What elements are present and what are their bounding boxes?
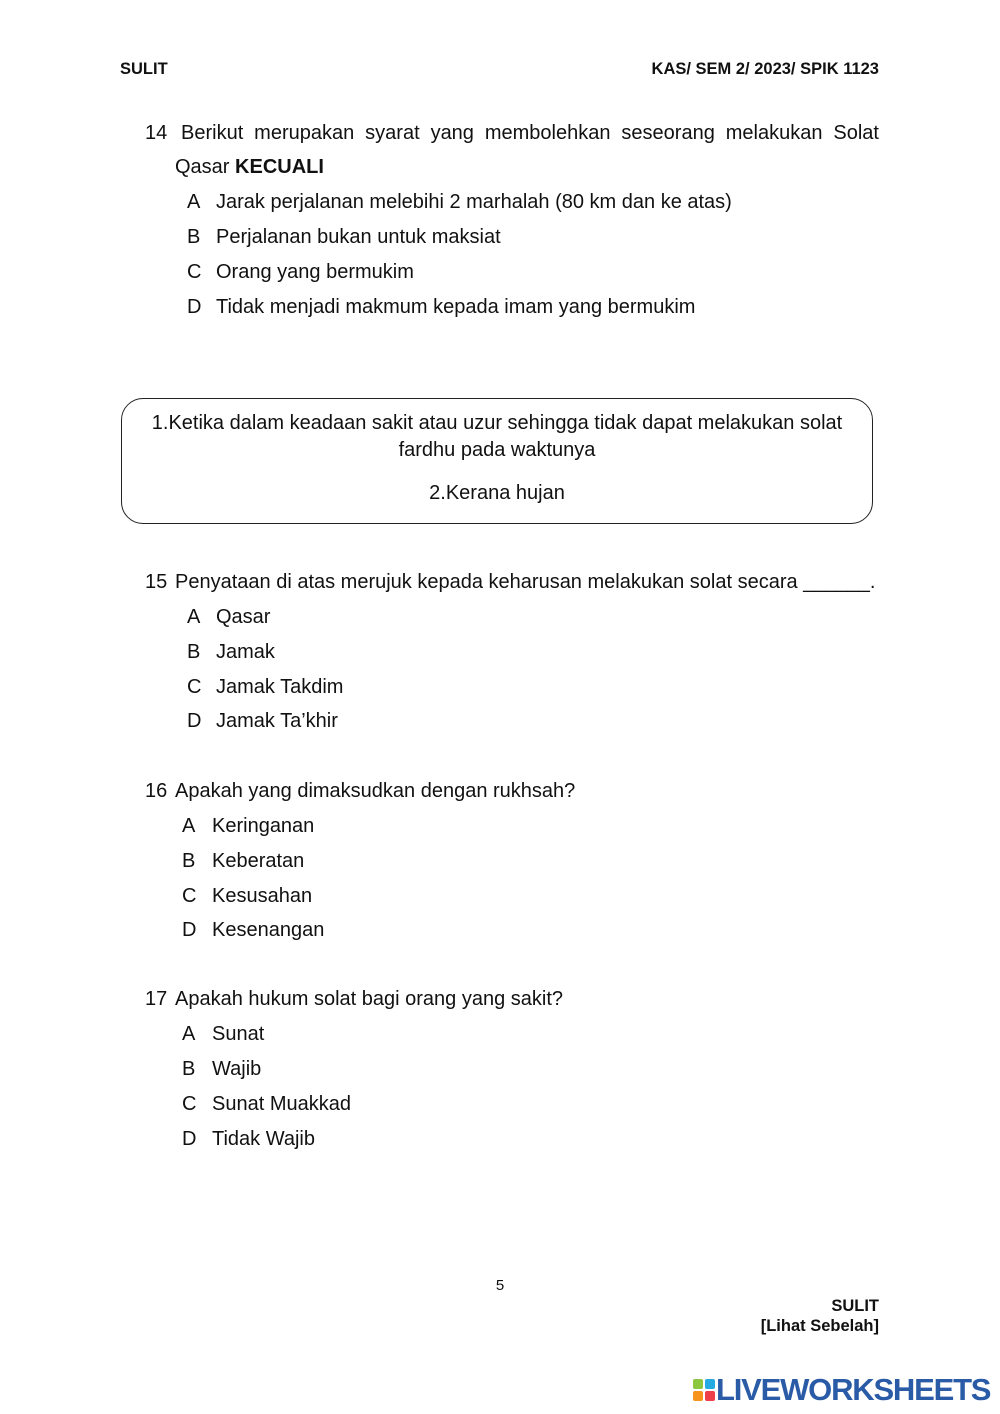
option-letter: D bbox=[187, 296, 202, 318]
logo-tile-4 bbox=[705, 1391, 715, 1401]
option-text: Jarak perjalanan melebihi 2 marhalah (80 km dan ke atas) bbox=[216, 191, 732, 213]
option-letter: B bbox=[187, 641, 201, 663]
q17-option-b bbox=[182, 1057, 261, 1081]
option-letter: C bbox=[187, 261, 202, 283]
q14-option-b bbox=[187, 225, 501, 249]
q16-option-a bbox=[182, 814, 314, 838]
option-text: Tidak Wajib bbox=[212, 1128, 315, 1150]
question-number: 16 bbox=[145, 780, 168, 802]
info-box-item-1-continued: fardhu pada waktunya bbox=[398, 439, 596, 461]
option-text: Sunat Muakkad bbox=[212, 1093, 351, 1115]
footer-next-page: [Lihat Sebelah] bbox=[760, 1317, 879, 1335]
option-letter: B bbox=[182, 1058, 196, 1080]
option-letter: B bbox=[187, 226, 201, 248]
option-letter: B bbox=[182, 850, 196, 872]
question-text-continued bbox=[175, 155, 324, 179]
q14-option-a bbox=[187, 190, 732, 214]
q15-option-c bbox=[187, 675, 343, 699]
question-text: Penyataan di atas merujuk kepada keharusan melakukan solat secara ______. bbox=[175, 571, 876, 593]
footer-classification: SULIT bbox=[831, 1297, 879, 1315]
q16-option-b bbox=[182, 849, 304, 873]
question-emphasis: KECUALI bbox=[235, 156, 324, 178]
option-letter: C bbox=[187, 676, 202, 698]
option-text: Jamak bbox=[216, 641, 275, 663]
q15-option-b bbox=[187, 640, 275, 664]
info-box-item-1: 1.Ketika dalam keadaan sakit atau uzur sehingga tidak dapat melakukan solat bbox=[151, 412, 843, 434]
option-text: Keberatan bbox=[212, 850, 305, 872]
logo-tile-2 bbox=[705, 1379, 715, 1389]
header-classification: SULIT bbox=[120, 60, 168, 78]
q16-option-c bbox=[182, 884, 312, 908]
option-text: Orang yang bermukim bbox=[216, 261, 414, 283]
q14-option-d bbox=[187, 295, 695, 319]
q14-option-c bbox=[187, 260, 414, 284]
page-number: 5 bbox=[495, 1277, 505, 1294]
info-box-item-2: 2.Kerana hujan bbox=[429, 482, 565, 504]
header-paper-code: KAS/ SEM 2/ 2023/ SPIK 1123 bbox=[651, 60, 879, 78]
question-number: 17 bbox=[145, 988, 168, 1010]
option-letter: D bbox=[187, 710, 202, 732]
question-text-part: Qasar bbox=[175, 156, 230, 178]
option-letter: A bbox=[187, 606, 201, 628]
logo-tile-1 bbox=[693, 1379, 703, 1389]
brand-wordmark[interactable]: LIVEWORKSHEETS bbox=[716, 1372, 991, 1407]
question-text: Apakah yang dimaksudkan dengan rukhsah? bbox=[175, 780, 576, 802]
option-text: Jamak Takdim bbox=[216, 676, 344, 698]
option-text: Qasar bbox=[216, 606, 271, 628]
logo-tile-3 bbox=[693, 1391, 703, 1401]
option-text: Keringanan bbox=[212, 815, 315, 837]
option-text: Kesusahan bbox=[212, 885, 313, 907]
q17-option-c bbox=[182, 1092, 351, 1116]
q17-option-d bbox=[182, 1127, 315, 1151]
q16-option-d bbox=[182, 918, 324, 942]
option-letter: A bbox=[182, 1023, 196, 1045]
q17-option-a bbox=[182, 1022, 264, 1046]
option-letter: C bbox=[182, 1093, 197, 1115]
option-text: Jamak Ta’khir bbox=[216, 710, 338, 732]
option-text: Wajib bbox=[212, 1058, 262, 1080]
question-text: Berikut merupakan syarat yang membolehkan seseorang melakukan Solat bbox=[181, 122, 879, 144]
q15-option-d bbox=[187, 709, 338, 733]
option-text: Kesenangan bbox=[212, 919, 325, 941]
q15-option-a bbox=[187, 605, 270, 629]
option-letter: A bbox=[182, 815, 196, 837]
option-text: Tidak menjadi makmum kepada imam yang bermukim bbox=[216, 296, 696, 318]
option-letter: D bbox=[182, 1128, 197, 1150]
option-text: Sunat bbox=[212, 1023, 265, 1045]
option-text: Perjalanan bukan untuk maksiat bbox=[216, 226, 501, 248]
question-text: Apakah hukum solat bagi orang yang sakit? bbox=[175, 988, 564, 1010]
option-letter: A bbox=[187, 191, 201, 213]
question-number: 15 bbox=[145, 571, 168, 593]
option-letter: C bbox=[182, 885, 197, 907]
liveworksheets-logo-icon[interactable] bbox=[693, 1379, 715, 1401]
question-number: 14 bbox=[145, 122, 168, 144]
option-letter: D bbox=[182, 919, 197, 941]
